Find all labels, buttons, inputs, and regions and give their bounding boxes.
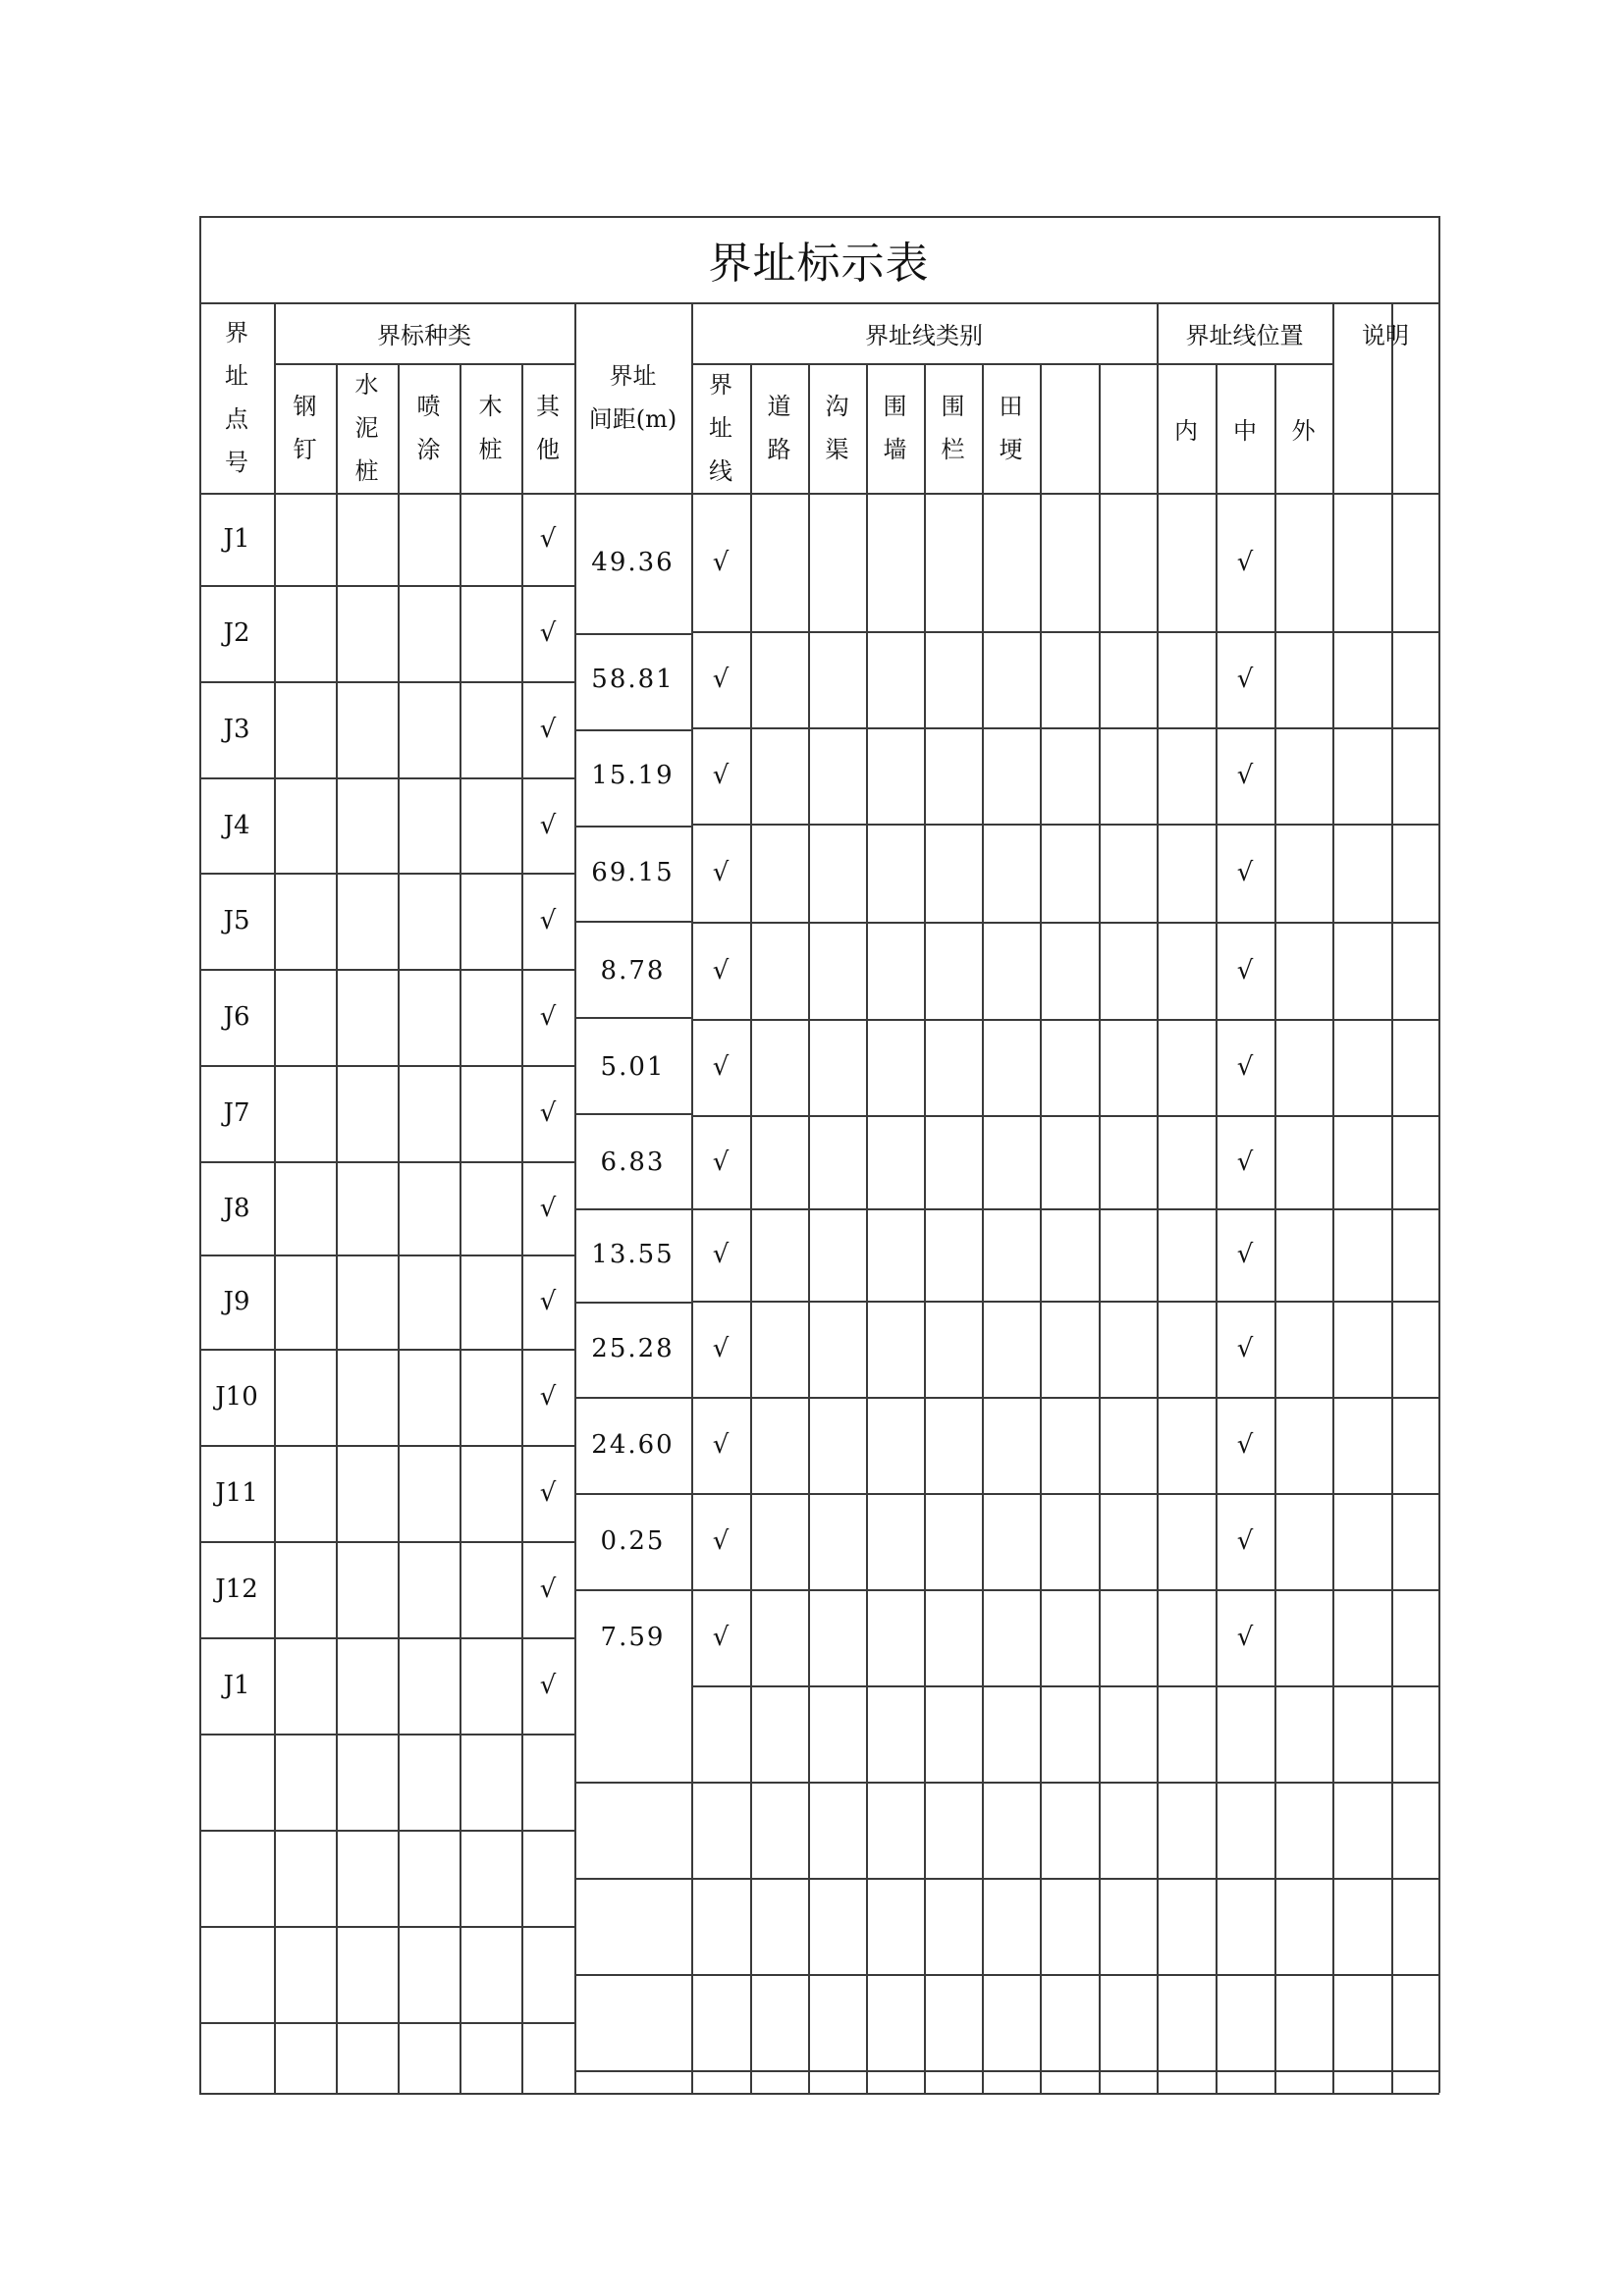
point-label: J5 xyxy=(223,906,250,935)
boundary-line-check: √ xyxy=(712,547,730,577)
marker-other-check: √ xyxy=(539,1193,557,1223)
row-line-distance xyxy=(574,2070,691,2072)
header-line-category-3: 沟 渠 xyxy=(825,393,849,463)
column-line xyxy=(924,363,926,2093)
header-marker-type: 界标种类 xyxy=(377,321,471,349)
header-marker-5: 其 他 xyxy=(536,393,560,463)
column-line xyxy=(274,302,276,2093)
point-label: J2 xyxy=(223,618,250,648)
distance-value: 8.78 xyxy=(600,955,666,986)
boundary-line-check: √ xyxy=(712,858,730,887)
header-line-position-2: 中 xyxy=(1233,416,1257,445)
marker-other-check: √ xyxy=(539,1478,557,1508)
column-line xyxy=(336,363,338,2093)
row-line-right xyxy=(691,1115,1438,1117)
header-line-category-6: 田 埂 xyxy=(999,393,1023,463)
column-line xyxy=(1040,363,1042,2093)
header-marker-2: 水 泥 桩 xyxy=(354,371,379,485)
point-label: J9 xyxy=(223,1287,250,1316)
marker-other-check: √ xyxy=(539,1382,557,1412)
header-point-no: 界 址 点 号 xyxy=(225,319,248,476)
row-line-right xyxy=(691,1301,1438,1303)
header-remark: 说明 xyxy=(1362,321,1409,349)
marker-other-check: √ xyxy=(539,1671,557,1700)
distance-value: 7.59 xyxy=(600,1623,666,1652)
column-line xyxy=(1099,363,1101,2093)
row-line-right xyxy=(691,922,1438,924)
header-line-position-1: 内 xyxy=(1174,416,1198,445)
distance-value: 25.28 xyxy=(591,1334,675,1363)
distance-value: 69.15 xyxy=(591,858,675,887)
column-line xyxy=(750,363,752,2093)
row-line-right xyxy=(691,631,1438,633)
point-label: J3 xyxy=(223,715,250,744)
point-label: J7 xyxy=(223,1098,250,1128)
point-label: J10 xyxy=(215,1382,258,1412)
row-line-right xyxy=(691,2070,1438,2072)
boundary-line-check: √ xyxy=(712,1147,730,1177)
boundary-line-check: √ xyxy=(712,955,730,986)
header-line-position: 界址线位置 xyxy=(1185,321,1304,349)
header-marker-3: 喷 涂 xyxy=(416,393,441,463)
row-line-right xyxy=(691,1493,1438,1495)
row-line-right xyxy=(691,1974,1438,1976)
point-label: J1 xyxy=(223,524,250,554)
row-line-left xyxy=(199,1926,574,1928)
row-line-right xyxy=(691,1878,1438,1880)
marker-other-check: √ xyxy=(539,906,557,935)
position-middle-check: √ xyxy=(1236,1240,1254,1269)
header-line-category: 界址线类别 xyxy=(865,321,983,349)
header-distance: 界址 间距(m) xyxy=(588,362,677,433)
boundary-line-check: √ xyxy=(712,761,730,790)
table-border-top xyxy=(199,216,1438,218)
position-middle-check: √ xyxy=(1236,665,1254,694)
header-marker-1: 钢 钉 xyxy=(293,393,317,463)
distance-value: 6.83 xyxy=(600,1147,666,1177)
boundary-line-check: √ xyxy=(712,1430,730,1460)
boundary-line-check: √ xyxy=(712,1334,730,1363)
header-marker-4: 木 桩 xyxy=(478,393,503,463)
column-line xyxy=(1332,302,1334,2093)
column-line xyxy=(1157,302,1159,2093)
point-label: J12 xyxy=(215,1575,258,1604)
row-line-distance xyxy=(574,1782,691,1784)
row-line-right xyxy=(691,1782,1438,1784)
table-border-bottom xyxy=(199,2093,1439,2095)
header-line-category-5: 围 栏 xyxy=(941,393,965,463)
table-border-right xyxy=(1438,216,1440,2093)
boundary-line-check: √ xyxy=(712,1526,730,1556)
row-line-right xyxy=(691,1685,1438,1687)
position-middle-check: √ xyxy=(1236,1052,1254,1082)
boundary-line-check: √ xyxy=(712,1623,730,1652)
marker-other-check: √ xyxy=(539,1098,557,1128)
row-line-right xyxy=(691,1208,1438,1210)
distance-value: 5.01 xyxy=(600,1052,666,1082)
point-label: J1 xyxy=(223,1671,250,1700)
boundary-line-check: √ xyxy=(712,665,730,694)
distance-value: 15.19 xyxy=(591,761,675,790)
distance-value: 13.55 xyxy=(591,1240,675,1269)
marker-other-check: √ xyxy=(539,524,557,554)
column-line xyxy=(460,363,461,2093)
distance-value: 58.81 xyxy=(591,665,675,694)
position-middle-check: √ xyxy=(1236,1147,1254,1177)
boundary-line-check: √ xyxy=(712,1052,730,1082)
position-middle-check: √ xyxy=(1236,547,1254,577)
header-line-position-3: 外 xyxy=(1291,416,1316,445)
position-middle-check: √ xyxy=(1236,1334,1254,1363)
column-line xyxy=(398,363,400,2093)
point-label: J8 xyxy=(223,1193,250,1223)
column-line xyxy=(866,363,868,2093)
row-line-right xyxy=(691,1397,1438,1399)
marker-other-check: √ xyxy=(539,810,557,840)
column-line xyxy=(808,363,810,2093)
header-line-category-7 xyxy=(1040,363,1099,493)
position-middle-check: √ xyxy=(1236,1623,1254,1652)
row-line-right xyxy=(691,1019,1438,1021)
position-middle-check: √ xyxy=(1236,1526,1254,1556)
row-line-right xyxy=(691,824,1438,826)
position-middle-check: √ xyxy=(1236,761,1254,790)
column-line xyxy=(1274,363,1276,2093)
row-line-left xyxy=(199,2022,574,2024)
row-line-right xyxy=(691,1589,1438,1591)
row-line-distance xyxy=(574,1974,691,1976)
position-middle-check: √ xyxy=(1236,858,1254,887)
distance-value: 49.36 xyxy=(591,547,675,577)
boundary-line-check: √ xyxy=(712,1240,730,1269)
position-middle-check: √ xyxy=(1236,1430,1254,1460)
column-line xyxy=(982,363,984,2093)
position-middle-check: √ xyxy=(1236,955,1254,986)
header-line-category-1: 界 址 线 xyxy=(709,371,732,485)
row-line-distance xyxy=(574,1878,691,1880)
table-title: 界址标示表 xyxy=(708,239,930,289)
marker-other-check: √ xyxy=(539,618,557,648)
row-line-left xyxy=(199,1830,574,1832)
point-label: J6 xyxy=(223,1002,250,1032)
marker-other-check: √ xyxy=(539,715,557,744)
header-line-category-8 xyxy=(1099,363,1157,493)
column-line xyxy=(1391,302,1393,2093)
marker-other-check: √ xyxy=(539,1287,557,1316)
point-label: J11 xyxy=(215,1478,258,1508)
row-line-right xyxy=(691,727,1438,729)
marker-other-check: √ xyxy=(539,1575,557,1604)
distance-value: 0.25 xyxy=(600,1526,666,1556)
header-line-category-2: 道 路 xyxy=(767,393,791,463)
point-label: J4 xyxy=(223,810,250,840)
header-line-category-4: 围 墙 xyxy=(883,393,907,463)
row-line-left xyxy=(199,1734,574,1735)
distance-value: 24.60 xyxy=(591,1430,675,1460)
marker-other-check: √ xyxy=(539,1002,557,1032)
